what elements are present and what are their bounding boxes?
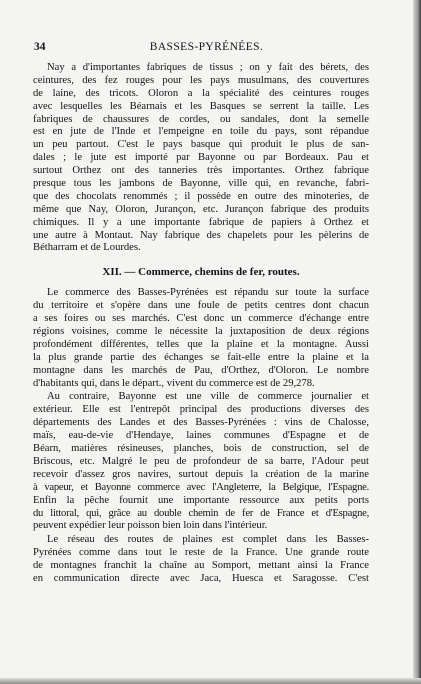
- text-line: Le réseau des routes de plaines est complet dans les Basses-: [47, 534, 369, 546]
- text-line: Pyrénées comme dans tout le reste de la France. Une grande route: [33, 547, 369, 559]
- text-line: à vapeur, et Bayonne commerce avec l'Angleterre, la Belgique, l'Espagne.: [33, 481, 369, 493]
- page-header: [34, 40, 379, 54]
- text-line: la plus grande partie des échanges se fait-elle entre la plaine et la: [33, 351, 369, 363]
- text-line: une autre à Montaut. Nay fabrique des chapelets pour les pèlerins de: [33, 229, 369, 241]
- text-line: du territoire et s'opère dans une foule de petits centres dont chacun: [33, 300, 369, 312]
- text-line: Nay a d'importantes fabriques de tissus ; on y fait des bérets, des: [47, 62, 369, 73]
- paragraph-commerce: [33, 287, 369, 390]
- text-line: départements des Landes et des Basses-Pyrénées : vins de Chalosse,: [33, 417, 369, 429]
- text-line: est en jute de l'Inde et l'empeigne en toile du pays, sont répandue: [33, 126, 369, 138]
- text-line: Briscous, etc. Malgré le peu de profondeur de sa barre, l'Adour peut: [33, 455, 369, 467]
- text-line: en communication directe avec Jaca, Huesca et Saragosse. C'est: [33, 572, 369, 584]
- text-line: peuvent expédier leur poisson bien loin dans l'intérieur.: [33, 520, 268, 532]
- page-body: [33, 62, 369, 586]
- running-head: BASSES-PYRÉNÉES.: [149, 41, 264, 53]
- paragraph-industries: [33, 62, 369, 255]
- text-line: de montagnes franchit la chaîne au Somport, mettant ainsi la France: [33, 560, 369, 572]
- text-line: profondément différentes, telles que la plaine et la montagne. Aussi: [33, 338, 369, 350]
- section-heading: XII. — Commerce, chemins de fer, routes.: [102, 266, 300, 279]
- text-line: de laine, des tricots. Oloron a la spécialité des ceintures rouges: [33, 87, 369, 99]
- text-line: Le commerce des Basses-Pyrénées est répandu sur toute la surface: [47, 287, 369, 299]
- text-line: presque tous les jambons de Bayonne, ville qui, en revanche, fabri-: [33, 178, 369, 190]
- text-line: Béarn, matières résineuses, planches, bois de construction, sel de: [33, 443, 369, 455]
- text-line: a ses foires ou ses marchés. C'est donc un commerce d'échange entre: [33, 313, 369, 325]
- text-line: un peu partout. C'est le pays basque qui produit le plus de san-: [33, 139, 369, 151]
- text-line: recevoir d'assez gros navires, surtout depuis la création de la marine: [33, 468, 369, 480]
- paragraph-bayonne: [33, 391, 369, 533]
- page-gutter-shadow: [413, 0, 421, 684]
- text-line: avec lesquelles les Béarnais et les Basques se serrent la taille. Les: [33, 100, 369, 112]
- text-line: fabriques de chaussures de cordes, ou sandales, dont la semelle: [33, 113, 369, 125]
- text-line: ceintures, des fez rouges pour les pays musulmans, des couvertures: [33, 74, 369, 86]
- text-line: dales ; le jute est importé par Bayonne ou par Bordeaux. Pau et: [33, 152, 369, 164]
- text-line: régions voisines, comme le nécessite la juxtaposition de deux régions: [33, 326, 369, 338]
- paragraph-routes: [33, 534, 369, 586]
- text-line: Enfin la pêche fournit une importante ressource aux petits ports: [33, 494, 369, 506]
- page-number: 34: [34, 41, 46, 53]
- text-line: montagne dans les marchés de Pau, d'Orthez, d'Oloron. Le nombre: [33, 364, 369, 376]
- text-line: du littoral, qui, grâce au double chemin de fer de France et d'Espagne,: [33, 507, 369, 519]
- text-line: extérieur. Elle est l'entrepôt principal des productions diverses des: [33, 404, 369, 416]
- text-line: même que Nay, Oloron, Jurançon, etc. Jurançon fabrique des produits: [33, 203, 369, 215]
- text-line: Bétharram et de Lourdes.: [33, 242, 141, 254]
- text-line: Au contraire, Bayonne est une ville de commerce journalier et: [47, 391, 369, 403]
- text-line: maïs, eau-de-vie d'Hendaye, laines communes d'Espagne et de: [33, 430, 369, 442]
- text-line: chimiques. Il y a une importante fabrique de papiers à Orthez et: [33, 216, 369, 228]
- page-bottom-shadow: [0, 678, 421, 684]
- text-line: que des chocolats renommés ; il possède en outre des minoteries, de: [33, 190, 369, 202]
- text-line: d'habitants qui, dans le départ., vivent du commerce est de 29,278.: [33, 377, 315, 389]
- text-line: surtout Orthez ont des tanneries très importantes. Orthez fabrique: [33, 165, 369, 177]
